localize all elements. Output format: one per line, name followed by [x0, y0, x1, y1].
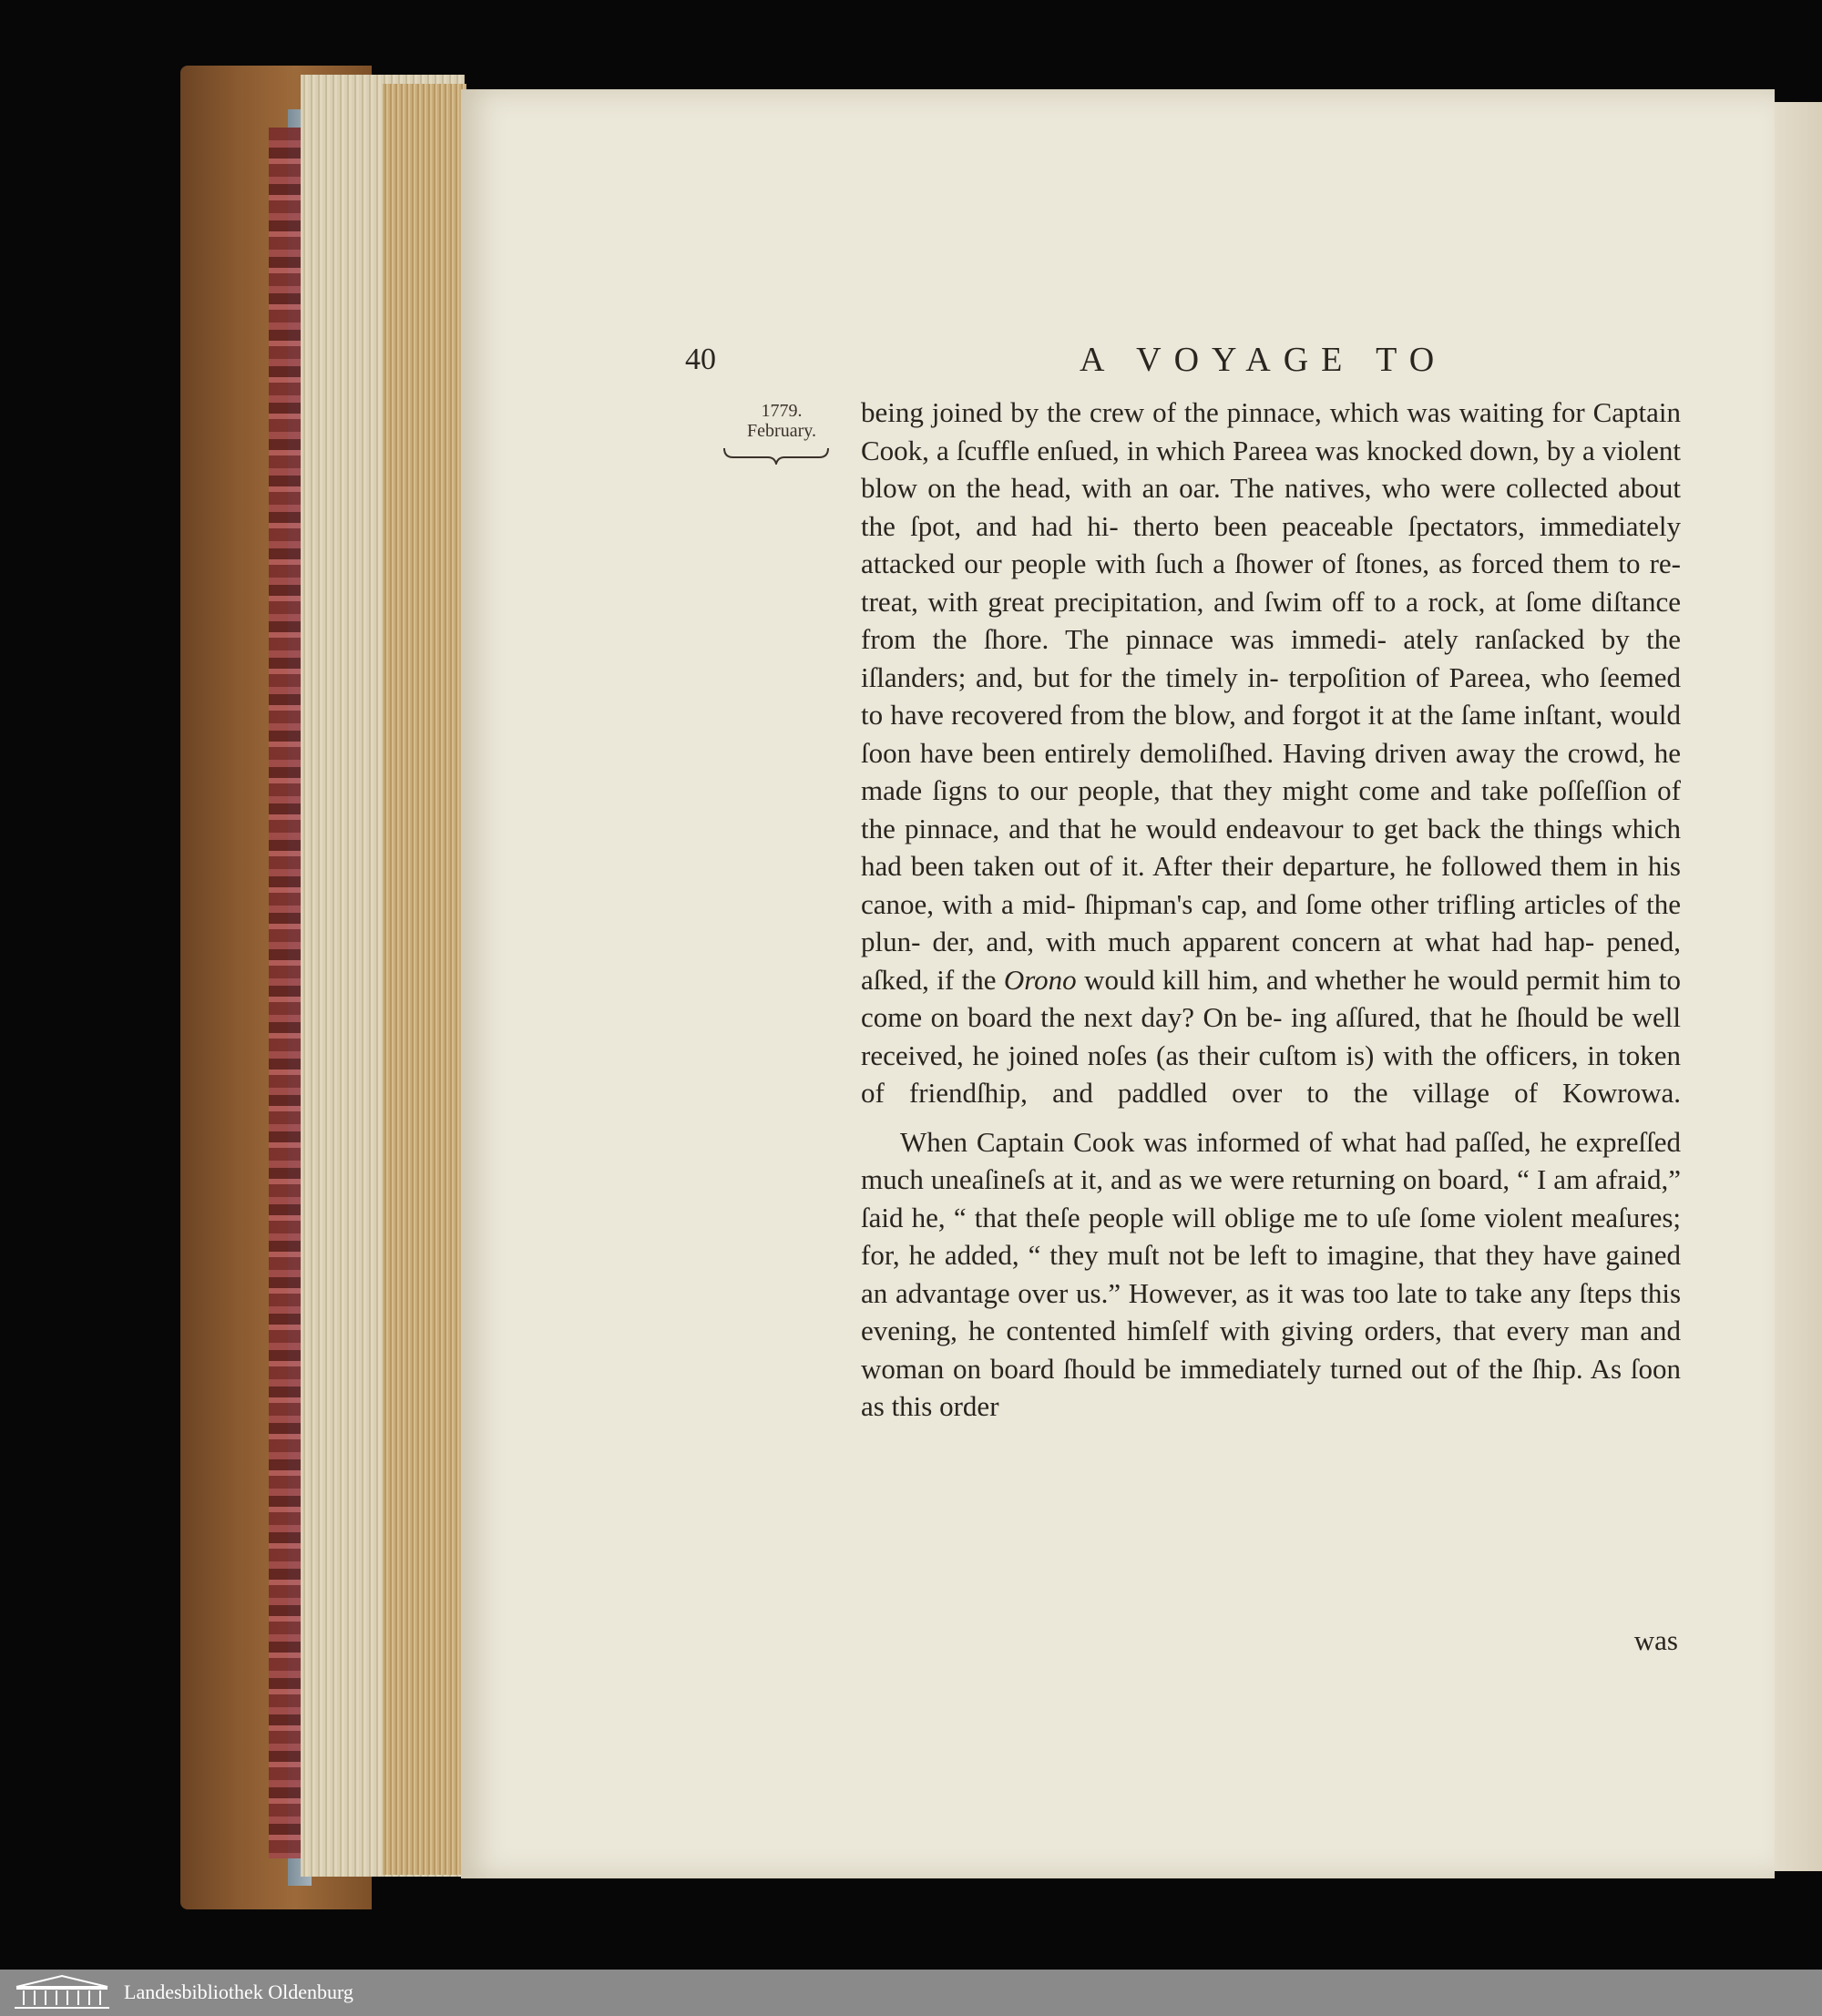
running-head: A VOYAGE TO [1080, 341, 1448, 379]
text-line: therto been peaceable ſpectators, immediately attacked our [861, 509, 1682, 579]
margin-note [722, 401, 841, 465]
text-line: the blow, and forgot it at the ſame inſtant, would ſoon have [861, 699, 1682, 769]
margin-note-month: February. [747, 421, 816, 441]
text-line: for Captain Cook, a ſcuffle enſued, in which Pareea was [861, 396, 1681, 466]
text-line: poſſeſſion of the pinnace, and that he would endeavour to [861, 774, 1681, 844]
text-line: immediately turned out of the ſhip. As ſoon as this order [861, 1352, 1681, 1422]
text-line: any ſteps this evening, he contented himſelf with giving [861, 1276, 1682, 1346]
paragraph-1 [861, 394, 1681, 1112]
body-text [861, 394, 1681, 1426]
text-line: on board, “ I am afraid,” ſaid he, “ that theſe people will [861, 1163, 1681, 1233]
text-line: and paddled over to the village of Kowrowa. [1052, 1077, 1681, 1109]
text-line: der, and, with much apparent concern at what had hap- [932, 926, 1595, 957]
text-line: being joined by the crew of the pinnace, which was waiting [861, 396, 1544, 428]
text-line: been entirely demoliſhed. Having driven away the crowd, [982, 736, 1645, 769]
text-line: oblige me to uſe ſome violent meaſures; for, he added, [861, 1201, 1681, 1271]
catchword: was [1633, 1624, 1678, 1656]
text-line: “ they muſt not be left to imagine, that they have gained an [861, 1239, 1682, 1309]
text-line: would kill him, and whether he [1084, 963, 1440, 996]
italic-word-orono: Orono [1003, 963, 1077, 996]
text-line: pened, aſked, if the [861, 926, 1682, 996]
text-line: knocked down, by a violent blow on the head, with an oar. [861, 434, 1682, 504]
text-line: he made ſigns to our people, that they might come and take [861, 736, 1682, 806]
page-number: 40 [685, 343, 716, 376]
text-line: (as their cuſtom is) with the officers, in token of friendſhip, [861, 1039, 1682, 1109]
text-line: terpoſition of Pareea, who ſeemed to have recovered from [861, 660, 1681, 731]
text-line: orders, that every man and woman on board ſhould be [861, 1315, 1681, 1385]
text-line: ately ranſacked by the iſlanders; and, but for the timely in- [861, 623, 1681, 693]
text-line: expreſſed much uneaſineſs at it, and as we were returning [861, 1125, 1682, 1195]
text-line: The natives, who were collected about the ſpot, and had hi- [861, 472, 1681, 542]
text-line: When Captain Cook was informed of what had paſſed, he [900, 1125, 1567, 1158]
library-building-logo-icon [13, 1974, 111, 2011]
text-line: get back the things which had been taken out of it. After [861, 812, 1682, 882]
facing-page-edge [1775, 102, 1822, 1871]
text-line: treat, with great precipitation, and ſwim off to a rock, at [861, 585, 1516, 618]
text-line: ing aſſured, that he ſhould be well received, he joined noſes [861, 1001, 1682, 1071]
text-line: advantage over us.” However, as it was too late to take [895, 1276, 1522, 1309]
library-name: Landesbibliothek Oldenburg [124, 1980, 353, 2003]
footer-bar [0, 1970, 1822, 2016]
margin-note-year: 1779. [761, 401, 803, 421]
text-line: ſome diſtance from the ſhore. The pinnace was immedi- [861, 585, 1681, 655]
paragraph-2 [861, 1123, 1681, 1426]
text-line: ſhipman's cap, and ſome other trifling articles of the plun- [861, 887, 1682, 957]
text-line: their departure, he followed them in his canoe, with a mid- [861, 850, 1681, 920]
text-line: would permit him to come on board the next day? On be- [861, 963, 1681, 1033]
gilt-page-edges [383, 84, 466, 1875]
brace-icon [722, 446, 830, 465]
text-line: people with ſuch a ſhower of ſtones, as forced them to re- [1010, 547, 1682, 579]
